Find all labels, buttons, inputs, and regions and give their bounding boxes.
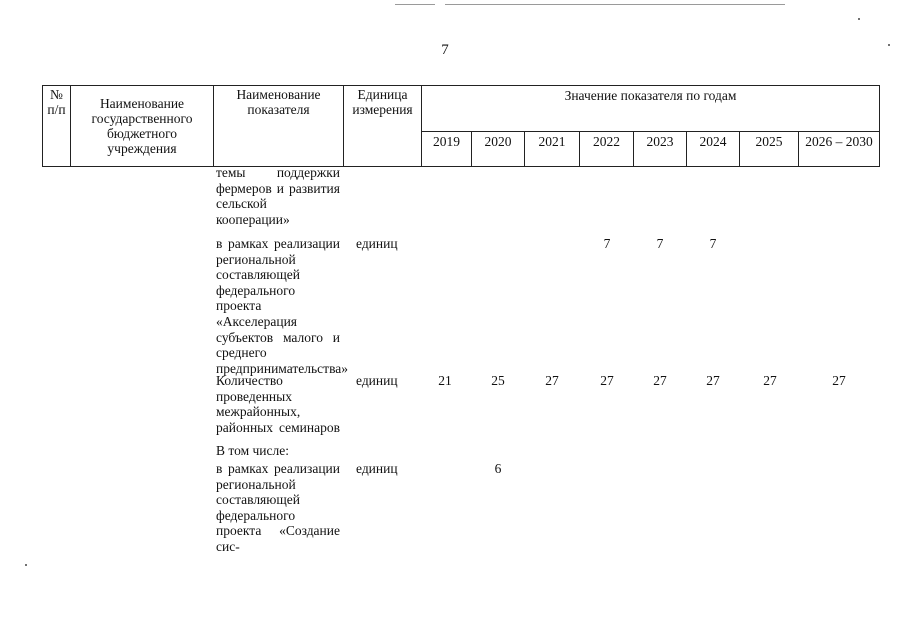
header-year: 2019 <box>422 132 472 167</box>
value-cell: 27 <box>653 373 667 388</box>
indicator-text: Количество проведенных межрайонных, районных семинаров <box>216 373 340 435</box>
value-cell: 7 <box>656 236 664 251</box>
value-cell: 27 <box>763 373 777 388</box>
header-number: № п/п <box>43 86 71 167</box>
header-year: 2022 <box>580 132 634 167</box>
value-cell: 27 <box>545 373 559 388</box>
value-cell: 27 <box>706 373 720 388</box>
indicator-text: в рамках реализации региональной составляющей федерального проекта «Акселерация субъектов малого и среднего предпринимательства» <box>216 236 349 376</box>
header-indicator: Наименование показателя <box>214 86 344 167</box>
value-cell: 7 <box>603 236 611 251</box>
header-year: 2020 <box>472 132 525 167</box>
unit-cell: единиц <box>356 461 398 476</box>
header-institution: Наименование государственного бюджетного учреждения <box>71 86 214 167</box>
value-cell: 27 <box>600 373 614 388</box>
header-year: 2024 <box>687 132 740 167</box>
value-cell: 27 <box>832 373 846 388</box>
value-cell: 7 <box>709 236 717 251</box>
header-unit: Единица измерения <box>344 86 422 167</box>
indicator-text: В том числе: <box>216 443 289 458</box>
header-year: 2021 <box>525 132 580 167</box>
value-cell: 25 <box>491 373 505 388</box>
unit-cell: единиц <box>356 373 398 388</box>
value-cell: 21 <box>438 373 452 388</box>
value-cell: 6 <box>494 461 502 476</box>
header-values-by-year: Значение показателя по годам <box>422 86 880 132</box>
header-year: 2025 <box>740 132 799 167</box>
page-number: 7 <box>441 42 449 58</box>
header-year: 2023 <box>634 132 687 167</box>
unit-cell: единиц <box>356 236 398 251</box>
header-year: 2026 – 2030 <box>799 132 880 167</box>
indicator-text: в рамках реализации региональной составляющей федерального проекта «Создание сис- <box>216 461 340 554</box>
indicator-text: темы поддержки фермеров и развития сельской кооперации» <box>216 165 340 227</box>
